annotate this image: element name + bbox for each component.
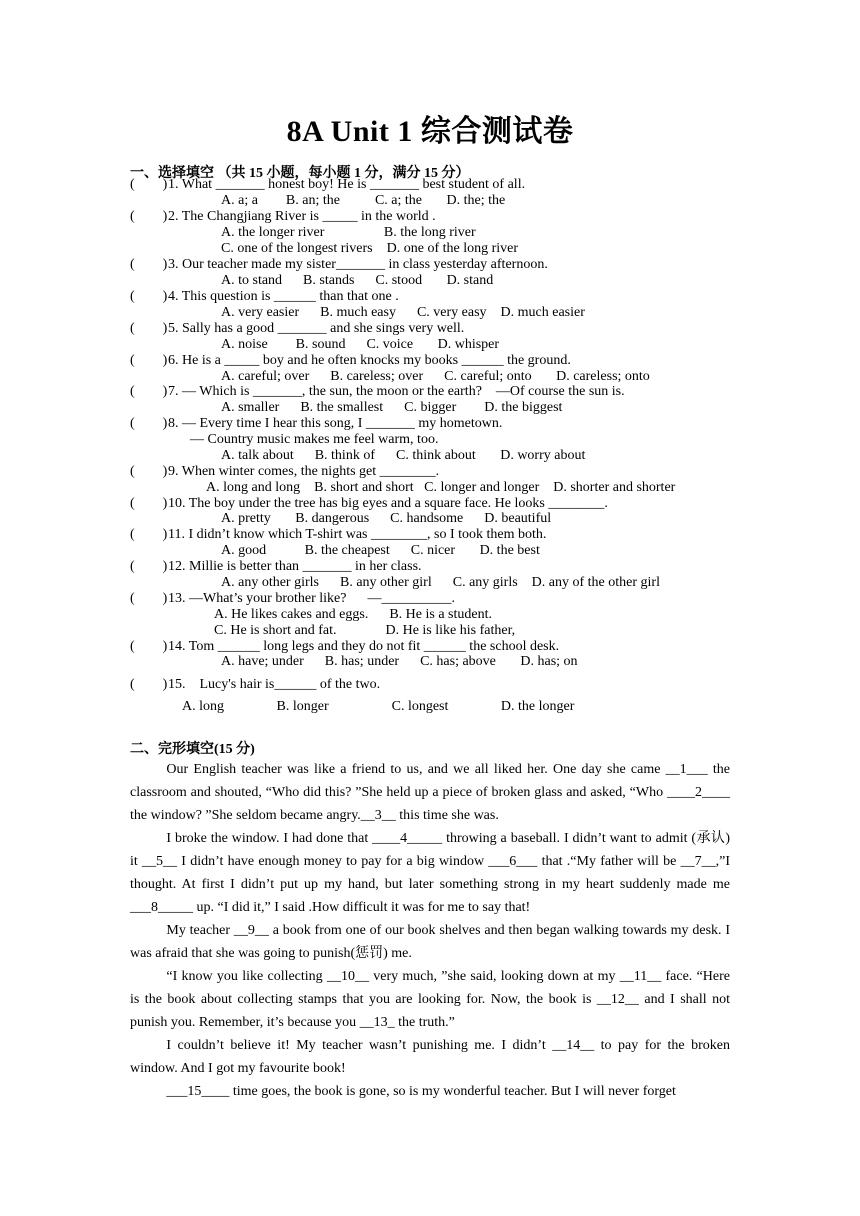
- question-9: [130, 464, 439, 480]
- passage-paragraph: My teacher __9__ a book from one of our book shelves and then began walking towards my desk. I was afraid that she was going to punish(惩罚) me.: [130, 923, 730, 961]
- question-5: [130, 321, 464, 337]
- section2-heading: 二、完形填空(15 分): [130, 742, 255, 757]
- answer-paren: ( ): [130, 416, 168, 431]
- answer-paren: ( ): [130, 591, 168, 606]
- question-options: A. any other girls B. any other girl C. any girls D. any of the other girl: [221, 575, 660, 590]
- question-options: A. very easier B. much easy C. very easy D. much easier: [221, 305, 585, 320]
- question-text: 15. Lucy's hair is______ of the two.: [168, 677, 381, 692]
- question-15: [130, 677, 380, 693]
- question-text: 12. Millie is better than _______ in her class.: [168, 559, 422, 574]
- answer-paren: ( ): [130, 353, 168, 368]
- question-text: 2. The Changjiang River is _____ in the world .: [168, 209, 436, 224]
- passage-paragraph: “I know you like collecting __10__ very much, ”she said, looking down at my __11__ face. “Here is the book about collecting stamps that you are looking for. Now, the book is __12__ and I shall not punish you. Remember, it’s because you __13_ the truth.”: [130, 969, 730, 1030]
- question-options: A. a; a B. an; the C. a; the D. the; the: [221, 193, 506, 208]
- question-3: [130, 257, 548, 273]
- question-text: 6. He is a _____ boy and he often knocks my books ______ the ground.: [168, 353, 571, 368]
- question-text: 11. I didn’t know which T-shirt was ________, so I took them both.: [168, 527, 547, 542]
- question-2: [130, 209, 436, 225]
- question-4: [130, 289, 399, 305]
- question-options: A. noise B. sound C. voice D. whisper: [221, 337, 500, 352]
- question-text: 5. Sally has a good _______ and she sings very well.: [168, 321, 465, 336]
- question-11: [130, 527, 546, 543]
- answer-paren: ( ): [130, 384, 168, 399]
- question-options: A. careful; over B. careless; over C. careful; onto D. careless; onto: [221, 369, 650, 384]
- section1-heading: 一、选择填空 （共 15 小题，每小题 1 分，满分 15 分）: [130, 166, 470, 181]
- question-options: A. to stand B. stands C. stood D. stand: [221, 273, 494, 288]
- answer-paren: ( ): [130, 289, 168, 304]
- answer-paren: ( ): [130, 559, 168, 574]
- question-12: [130, 559, 422, 575]
- answer-paren: ( ): [130, 677, 168, 692]
- answer-paren: ( ): [130, 639, 168, 654]
- question-13: [130, 591, 455, 607]
- question-text: 8. — Every time I hear this song, I _______ my hometown.: [168, 416, 503, 431]
- passage-paragraph: I broke the window. I had done that ____4_____ throwing a baseball. I didn’t want to admit (承认) it __5__ I didn’t have enough money to pay for a big window ___6___ that .“My father will be __7__,”I thought. At first I didn’t put up my hand, but later something strong in my heart suddenly made me ___8_____ up. “I did it,” I said .How difficult it was for me to say that!: [130, 831, 730, 915]
- question-text: 13. —What’s your brother like? —__________.: [168, 591, 455, 606]
- question-options: A. long B. longer C. longest D. the longer: [182, 699, 575, 714]
- question-10: [130, 496, 608, 512]
- passage-paragraph: ___15____ time goes, the book is gone, so is my wonderful teacher. But I will never forget: [166, 1084, 676, 1099]
- question-options: A. smaller B. the smallest C. bigger D. the biggest: [221, 400, 563, 415]
- answer-paren: ( ): [130, 257, 168, 272]
- question-options: A. have; under B. has; under C. has; above D. has; on: [221, 654, 578, 669]
- question-text: 1. What _______ honest boy! He is _______ best student of all.: [168, 177, 526, 192]
- question-text: 10. The boy under the tree has big eyes and a square face. He looks ________.: [168, 496, 608, 511]
- question-text: 3. Our teacher made my sister_______ in class yesterday afternoon.: [168, 257, 548, 272]
- question-options: C. one of the longest rivers D. one of the long river: [221, 241, 519, 256]
- question-6: [130, 353, 571, 369]
- answer-paren: ( ): [130, 209, 168, 224]
- question-options: A. good B. the cheapest C. nicer D. the best: [221, 543, 540, 558]
- passage-paragraph: I couldn’t believe it! My teacher wasn’t punishing me. I didn’t __14__ to pay for the broken window. And I got my favourite book!: [130, 1038, 730, 1076]
- question-options: A. pretty B. dangerous C. handsome D. beautiful: [221, 511, 552, 526]
- question-options: C. He is short and fat. D. He is like his father,: [214, 623, 516, 638]
- question-dialogue-line: — Country music makes me feel warm, too.: [190, 432, 439, 447]
- question-14: [130, 639, 559, 655]
- question-7: [130, 384, 625, 400]
- answer-paren: ( ): [130, 527, 168, 542]
- answer-paren: ( ): [130, 496, 168, 511]
- question-options: A. talk about B. think of C. think about D. worry about: [221, 448, 586, 463]
- answer-paren: ( ): [130, 464, 168, 479]
- question-8: [130, 416, 502, 432]
- passage-paragraph: Our English teacher was like a friend to us, and we all liked her. One day she came __1___ the classroom and shouted, “Who did this? ”She held up a piece of broken glass and asked, “Who ____2____ the window? ”She seldom became angry.__3__ this time she was.: [130, 762, 730, 823]
- question-text: 4. This question is ______ than that one .: [168, 289, 399, 304]
- question-text: 9. When winter comes, the nights get ________.: [168, 464, 440, 479]
- answer-paren: ( ): [130, 321, 168, 336]
- question-options: A. the longer river B. the long river: [221, 225, 476, 240]
- question-1: [130, 177, 525, 193]
- question-text: 14. Tom ______ long legs and they do not fit ______ the school desk.: [168, 639, 560, 654]
- page-title: 8A Unit 1 综合测试卷: [286, 115, 574, 148]
- answer-paren: ( ): [130, 177, 168, 192]
- question-options: A. He likes cakes and eggs. B. He is a student.: [214, 607, 492, 622]
- question-text: 7. — Which is _______, the sun, the moon or the earth? —Of course the sun is.: [168, 384, 625, 399]
- question-options: A. long and long B. short and short C. longer and longer D. shorter and shorter: [206, 480, 676, 495]
